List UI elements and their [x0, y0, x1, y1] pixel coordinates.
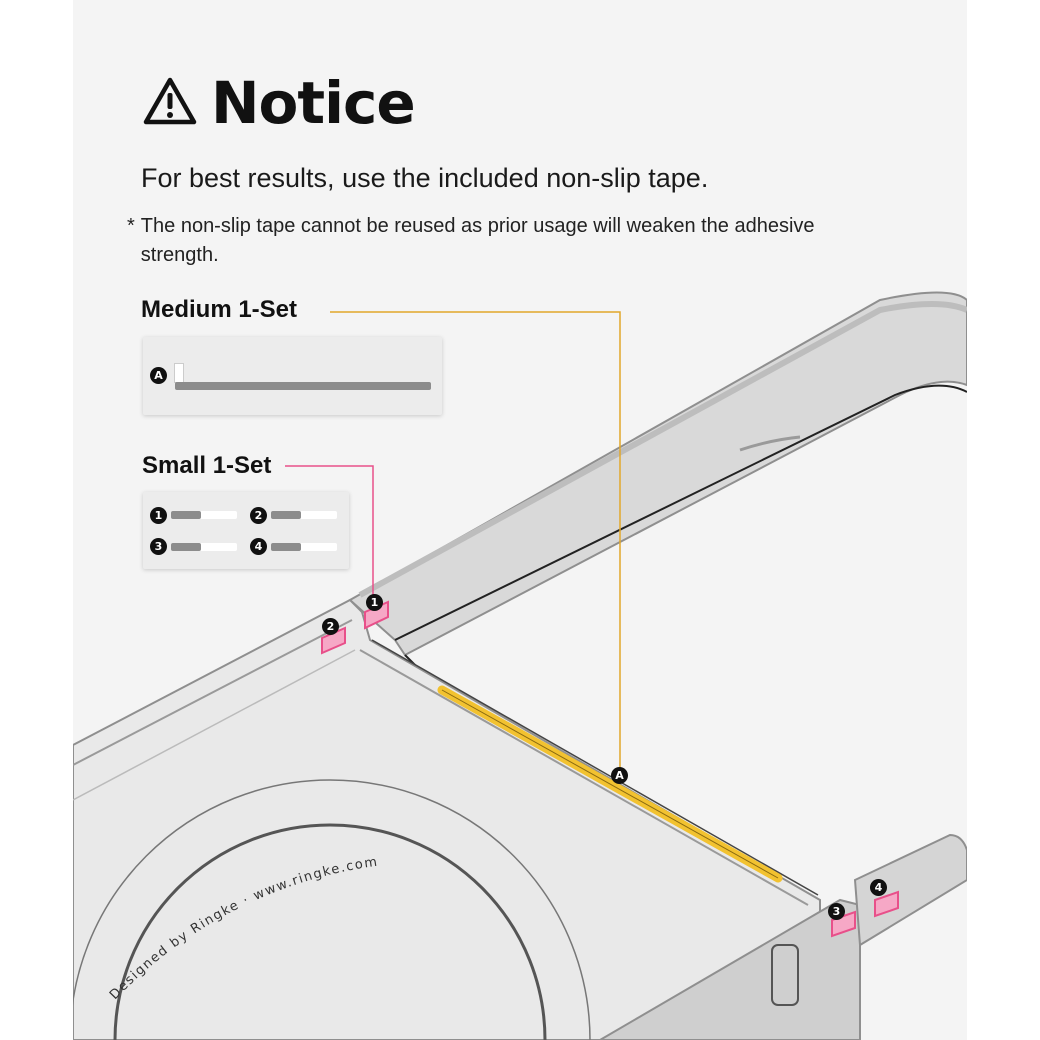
notice-title: Notice [211, 69, 415, 137]
footnote-text: The non-slip tape cannot be reused as prior usage will weaken the adhesive strength. [140, 215, 815, 266]
small-set-badge-2: 2 [250, 507, 267, 524]
warning-triangle-icon [143, 76, 197, 131]
notice-title-row [143, 68, 415, 138]
small-set-card [143, 492, 349, 569]
placement-badge-4: 4 [870, 879, 887, 896]
medium-tape-strip [175, 382, 431, 390]
notice-footnote [127, 212, 827, 270]
svg-text:Designed by Ringke · www.rin: Designed by Ringke · www.ringke.com [107, 854, 380, 1003]
small-tape-1 [171, 511, 201, 519]
placement-badge-2: 2 [322, 618, 339, 635]
small-tape-3 [171, 543, 201, 551]
footnote-mark: * [127, 215, 135, 237]
small-set-label: Small 1-Set [142, 452, 272, 479]
tape-tab [174, 363, 184, 383]
small-set-badge-3: 3 [150, 538, 167, 555]
case-upper-half [350, 293, 967, 691]
case-lower-half [73, 600, 967, 1040]
notice-subtitle: For best results, use the included non-slip tape. [141, 163, 709, 193]
placement-badge-3: 3 [828, 903, 845, 920]
medium-set-card [143, 337, 442, 415]
small-set-badge-4: 4 [250, 538, 267, 555]
small-set-badge-1: 1 [150, 507, 167, 524]
placement-badge-a: A [611, 767, 628, 784]
small-tape-2 [271, 511, 301, 519]
small-tape-4 [271, 543, 301, 551]
placement-badge-1: 1 [366, 594, 383, 611]
side-button [772, 945, 798, 1005]
medium-set-badge: A [150, 367, 167, 384]
medium-set-label: Medium 1-Set [141, 296, 298, 323]
